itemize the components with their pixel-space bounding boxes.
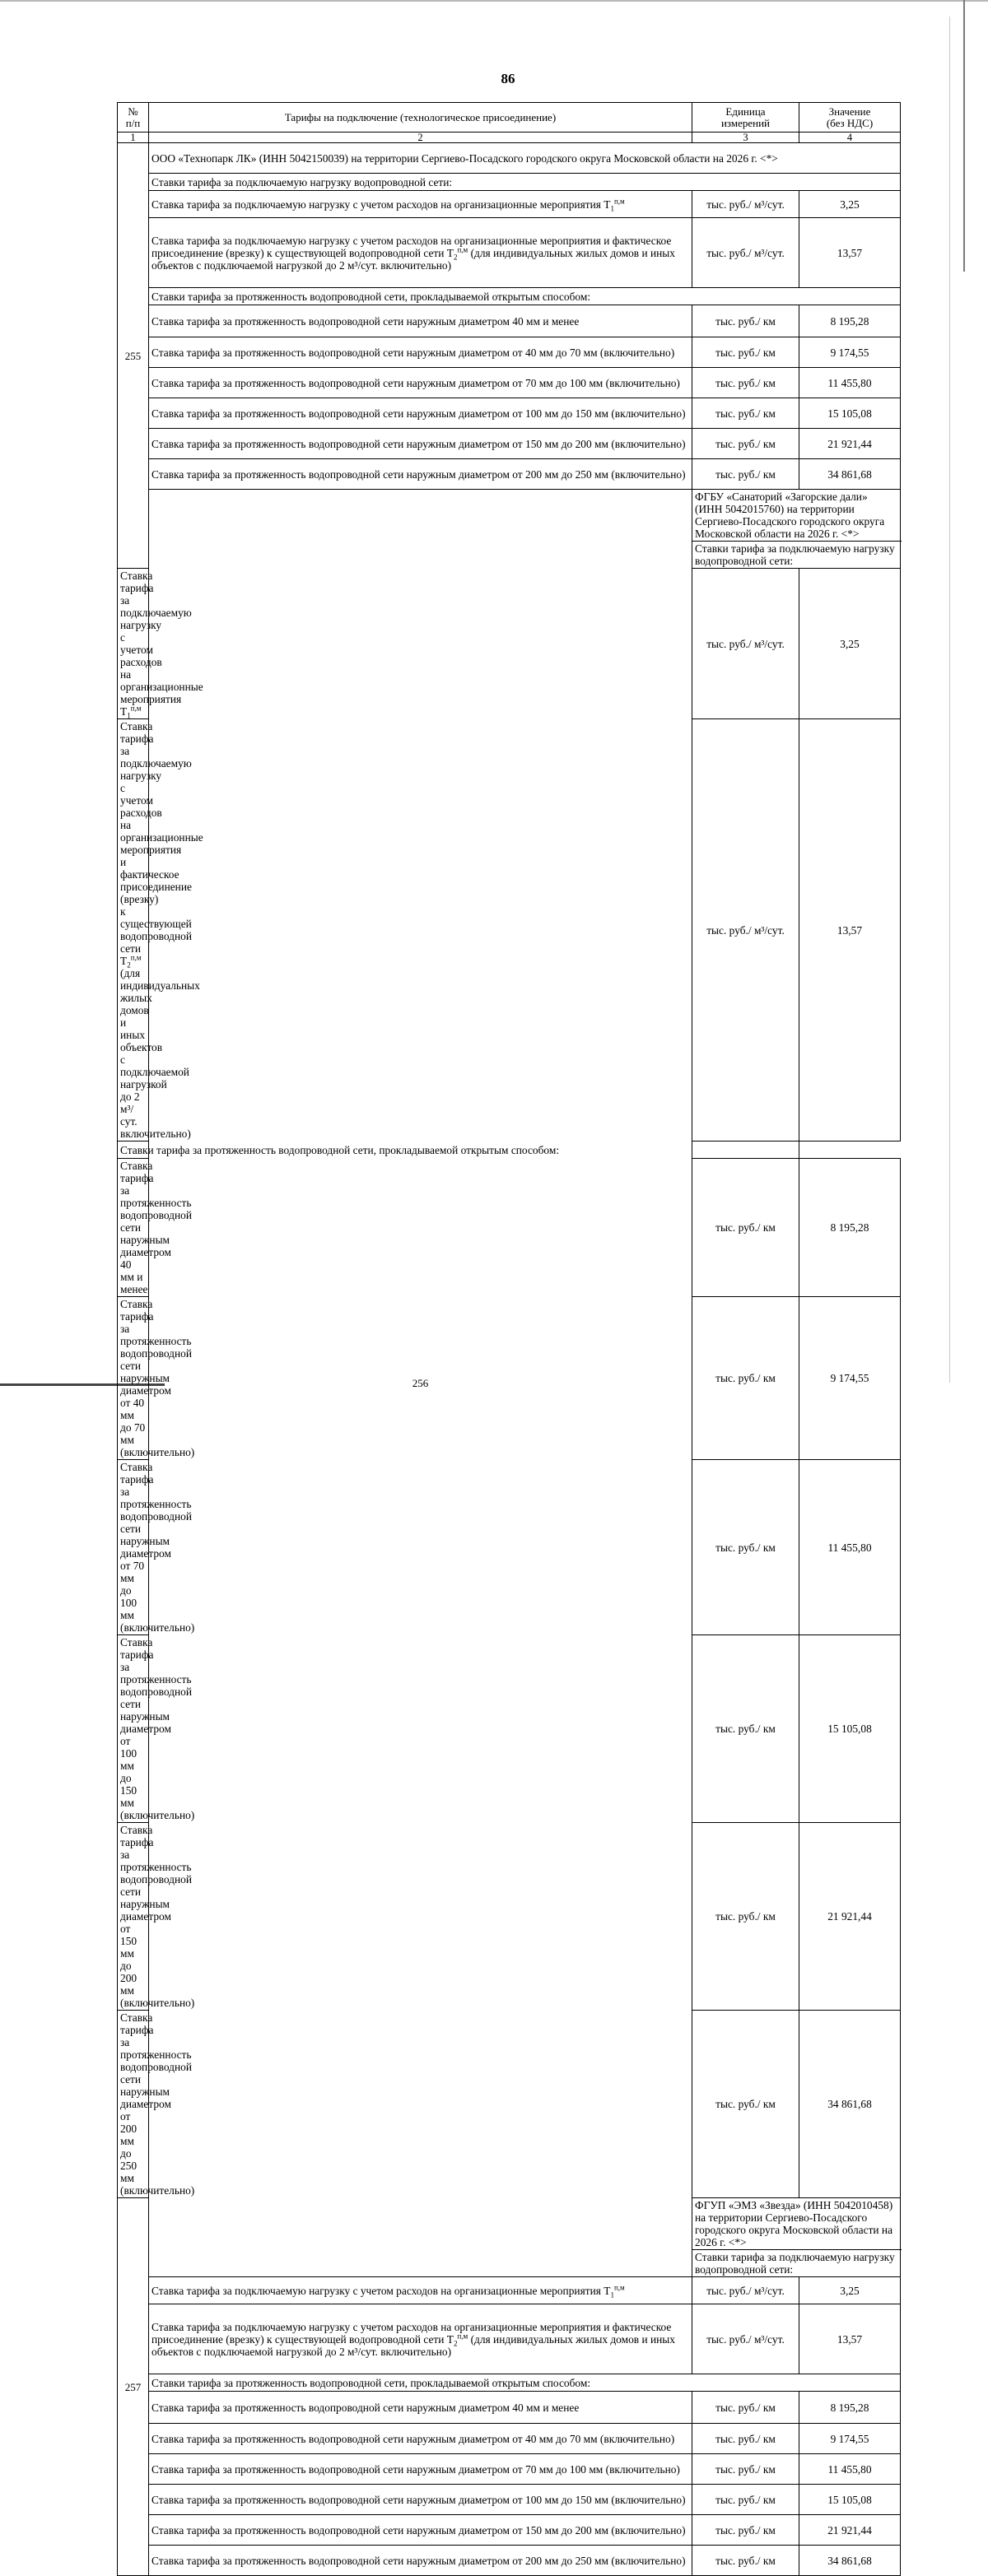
rate-description: Ставка тарифа за протяженность водопроводной сети наружным диаметром от 100 мм до 150 мм (включительно) <box>149 398 692 429</box>
load-section-header: Ставки тарифа за подключаемую нагрузку водопроводной сети: <box>692 542 901 569</box>
length-rate-row <box>118 2485 901 2515</box>
rate-value: 13,57 <box>799 2304 901 2374</box>
header-tariffs <box>149 103 692 133</box>
rate-description-suffix: (для индивидуальных жилых домов и иных объектов с подключаемой нагрузкой до 2 м³/сут. включительно) <box>151 2332 676 2358</box>
rate-unit: тыс. руб./ м³/сут. <box>692 218 799 288</box>
rate-value: 11 455,80 <box>799 368 901 398</box>
rate-description: Ставка тарифа за протяженность водопроводной сети наружным диаметром от 70 мм до 100 мм (включительно) <box>149 2454 692 2485</box>
organization-name: ФГБУ «Санаторий «Загорские дали» (ИНН 5042015760) на территории Сергиево-Посадского городского округа Московской области на 2026 г. <*> <box>692 490 901 542</box>
column-numbers-row <box>118 133 901 143</box>
length-section-header-row <box>118 2374 901 2392</box>
rate-description-text: Ставка тарифа за подключаемую нагрузку с учетом расходов на организационные мероприятия <box>120 570 203 705</box>
rate-unit: тыс. руб./ км <box>692 1635 799 1823</box>
length-section-header-row <box>118 288 901 305</box>
row-number: 255 <box>118 143 149 569</box>
rate-symbol: T <box>604 2284 611 2297</box>
rate-symbol-superscript: п,м <box>613 197 625 206</box>
rate-symbol: T <box>120 705 128 718</box>
length-rate-row <box>118 398 901 429</box>
rate-symbol-superscript: п,м <box>613 2283 625 2292</box>
rate-value: 9 174,55 <box>799 2424 901 2454</box>
rate-unit: тыс. руб./ м³/сут. <box>692 191 799 218</box>
rate-unit: тыс. руб./ км <box>692 2011 799 2198</box>
rate-symbol-superscript: п,м <box>457 2332 468 2341</box>
rate-description-text: Ставка тарифа за подключаемую нагрузку с учетом расходов на организационные мероприятия и фактическое присоединение (врезку) к существующей водопроводной сети T <box>151 234 672 259</box>
rate-description <box>118 569 203 720</box>
rate-description <box>149 191 692 218</box>
rate-symbol-superscript: п,м <box>130 953 142 962</box>
length-rate-row <box>118 2392 901 2424</box>
header-unit-text: Единица измерений <box>720 105 771 129</box>
rate-unit: тыс. руб./ км <box>692 1460 799 1635</box>
rate-symbol-index: 2 <box>127 960 131 969</box>
rate-description <box>118 719 203 1142</box>
rate-unit: тыс. руб./ м³/сут. <box>692 2304 799 2374</box>
load-section-header: Ставки тарифа за подключаемую нагрузку водопроводной сети: <box>692 2250 901 2277</box>
rate-unit: тыс. руб./ м³/сут. <box>692 569 799 719</box>
rate-description: Ставка тарифа за протяженность водопроводной сети наружным диаметром от 150 мм до 200 мм (включительно) <box>149 2515 692 2546</box>
rate-description: Ставка тарифа за протяженность водопроводной сети наружным диаметром от 200 мм до 250 мм (включительно) <box>118 2011 149 2198</box>
column-number: 3 <box>692 133 799 143</box>
rate-value: 15 105,08 <box>799 398 901 429</box>
rate-value: 3,25 <box>799 2277 901 2304</box>
rate-description: Ставка тарифа за протяженность водопроводной сети наружным диаметром от 40 мм до 70 мм (включительно) <box>118 1297 149 1460</box>
rate-unit: тыс. руб./ км <box>692 2546 799 2576</box>
rate-unit: тыс. руб./ км <box>692 2485 799 2515</box>
rate-description: Ставка тарифа за протяженность водопроводной сети наружным диаметром от 70 мм до 100 мм (включительно) <box>149 368 692 398</box>
rate-symbol-superscript: п,м <box>130 704 142 713</box>
rate-description: Ставка тарифа за протяженность водопроводной сети наружным диаметром от 70 мм до 100 мм (включительно) <box>118 1460 149 1635</box>
rate-description <box>149 218 692 288</box>
rate-description <box>149 2277 692 2304</box>
length-rate-row <box>118 2515 901 2546</box>
rate-symbol-index: 2 <box>453 2339 458 2348</box>
rate-unit: тыс. руб./ км <box>692 305 799 337</box>
rate-symbol-index: 1 <box>127 711 131 720</box>
length-rate-row <box>118 337 901 368</box>
rate-unit: тыс. руб./ м³/сут. <box>692 2277 799 2304</box>
rate-unit: тыс. руб./ км <box>692 429 799 459</box>
rate-value: 11 455,80 <box>799 1460 901 1635</box>
rate-description: Ставка тарифа за протяженность водопроводной сети наружным диаметром 40 мм и менее <box>118 1159 149 1297</box>
column-number: 2 <box>149 133 692 143</box>
rate-unit: тыс. руб./ км <box>692 398 799 429</box>
rate-value: 13,57 <box>799 719 901 1142</box>
rate-description-text: Ставка тарифа за подключаемую нагрузку с учетом расходов на организационные мероприятия и фактическое присоединение (врезку) к существующей водопроводной сети T <box>151 2320 672 2346</box>
load-rate-row <box>118 2277 901 2304</box>
load-rate-row <box>118 2304 901 2374</box>
rate-unit: тыс. руб./ км <box>692 2392 799 2424</box>
organization-name: ООО «Технопарк ЛК» (ИНН 5042150039) на территории Сергиево-Посадского городского округа Московской области на 2026 г. <*> <box>149 143 901 174</box>
rate-description: Ставка тарифа за протяженность водопроводной сети наружным диаметром от 150 мм до 200 мм (включительно) <box>118 1823 149 2011</box>
rate-description: Ставка тарифа за протяженность водопроводной сети наружным диаметром от 200 мм до 250 мм (включительно) <box>149 2546 692 2576</box>
rate-symbol-superscript: п,м <box>457 245 468 254</box>
rate-symbol-index: 1 <box>610 204 614 213</box>
rate-value: 34 861,68 <box>799 2546 901 2576</box>
rate-value: 8 195,28 <box>799 305 901 337</box>
rate-unit: тыс. руб./ км <box>692 459 799 490</box>
rate-value: 9 174,55 <box>799 337 901 368</box>
load-rate-row <box>118 191 901 218</box>
rate-description: Ставка тарифа за протяженность водопроводной сети наружным диаметром от 100 мм до 150 мм (включительно) <box>118 1635 149 1823</box>
row-number: 257 <box>118 2198 149 2576</box>
length-rate-row <box>118 2454 901 2485</box>
scan-border-right <box>949 16 950 1383</box>
scan-mark-right <box>963 0 965 272</box>
header-value <box>799 103 901 133</box>
rate-value: 21 921,44 <box>799 2515 901 2546</box>
rate-description-text: Ставка тарифа за подключаемую нагрузку с учетом расходов на организационные мероприятия и фактическое присоединение (врезку) к существующей водопроводной сети T <box>120 720 203 967</box>
length-rate-row <box>118 368 901 398</box>
rate-description: Ставка тарифа за протяженность водопроводной сети наружным диаметром от 100 мм до 150 мм (включительно) <box>149 2485 692 2515</box>
rate-description <box>149 2304 692 2374</box>
rate-unit: тыс. руб./ м³/сут. <box>692 719 799 1142</box>
length-rate-row <box>118 305 901 337</box>
rate-value: 15 105,08 <box>799 2485 901 2515</box>
length-section-header: Ставки тарифа за протяженность водопроводной сети, прокладываемой открытым способом: <box>149 288 901 305</box>
rate-unit: тыс. руб./ км <box>692 2515 799 2546</box>
column-number: 4 <box>799 133 901 143</box>
table-body <box>118 143 901 2576</box>
rate-unit: тыс. руб./ км <box>692 1297 799 1460</box>
rate-value: 13,57 <box>799 218 901 288</box>
rate-value: 8 195,28 <box>799 2392 901 2424</box>
rate-symbol-index: 2 <box>453 253 458 262</box>
rate-unit: тыс. руб./ км <box>692 1823 799 2011</box>
rate-value: 3,25 <box>799 569 901 719</box>
organization-row <box>118 490 901 542</box>
header-tariffs-text: Тарифы на подключение (технологическое присоединение) <box>284 110 557 123</box>
rate-value: 15 105,08 <box>799 1635 901 1823</box>
rate-unit: тыс. руб./ км <box>692 1159 799 1297</box>
rate-unit: тыс. руб./ км <box>692 2454 799 2485</box>
rate-description: Ставка тарифа за протяженность водопроводной сети наружным диаметром от 200 мм до 250 мм (включительно) <box>149 459 692 490</box>
length-section-header-row <box>118 1142 901 1159</box>
rate-description-text: Ставка тарифа за подключаемую нагрузку с учетом расходов на организационные мероприятия <box>151 198 601 211</box>
header-number-text: № п/п <box>125 105 141 129</box>
rate-unit: тыс. руб./ км <box>692 2424 799 2454</box>
load-section-header: Ставки тарифа за подключаемую нагрузку водопроводной сети: <box>149 174 901 191</box>
header-number <box>118 103 149 133</box>
rate-value: 21 921,44 <box>799 429 901 459</box>
length-rate-row <box>118 2546 901 2576</box>
rate-symbol-index: 1 <box>610 2290 614 2299</box>
rate-value: 8 195,28 <box>799 1159 901 1297</box>
rate-description: Ставка тарифа за протяженность водопроводной сети наружным диаметром 40 мм и менее <box>149 305 692 337</box>
rate-value: 9 174,55 <box>799 1297 901 1460</box>
header-unit <box>692 103 799 133</box>
rate-description: Ставка тарифа за протяженность водопроводной сети наружным диаметром 40 мм и менее <box>149 2392 692 2424</box>
rate-value: 3,25 <box>799 191 901 218</box>
organization-row <box>118 143 901 174</box>
rate-description-text: Ставка тарифа за подключаемую нагрузку с учетом расходов на организационные мероприятия <box>151 2284 601 2297</box>
rate-value: 11 455,80 <box>799 2454 901 2485</box>
rate-description: Ставка тарифа за протяженность водопроводной сети наружным диаметром от 40 мм до 70 мм (включительно) <box>149 2424 692 2454</box>
rate-description-suffix: (для индивидуальных жилых домов и иных объектов с подключаемой нагрузкой до 2 м³/сут. включительно) <box>120 967 200 1140</box>
rate-description-suffix: (для индивидуальных жилых домов и иных объектов с подключаемой нагрузкой до 2 м³/сут. включительно) <box>151 246 676 272</box>
length-rate-row <box>118 2424 901 2454</box>
rate-description: Ставка тарифа за протяженность водопроводной сети наружным диаметром от 40 мм до 70 мм (включительно) <box>149 337 692 368</box>
header-value-text: Значение (без НДС) <box>826 105 874 129</box>
row-number: 256 <box>149 490 692 2277</box>
organization-name: ФГУП «ЭМЗ «Звезда» (ИНН 5042010458) на территории Сергиево-Посадского городского округа Московской области на 2026 г. <*> <box>692 2198 901 2250</box>
rate-unit: тыс. руб./ км <box>692 337 799 368</box>
length-section-header: Ставки тарифа за протяженность водопроводной сети, прокладываемой открытым способом: <box>118 1142 799 1159</box>
rate-symbol: T <box>604 198 611 211</box>
rate-value: 21 921,44 <box>799 1823 901 2011</box>
scan-border-top <box>0 0 988 8</box>
length-rate-row <box>118 459 901 490</box>
tariff-table <box>117 102 901 2576</box>
rate-value: 34 861,68 <box>799 459 901 490</box>
table-header-row <box>118 103 901 133</box>
length-rate-row <box>118 429 901 459</box>
rate-description: Ставка тарифа за протяженность водопроводной сети наружным диаметром от 150 мм до 200 мм (включительно) <box>149 429 692 459</box>
column-number: 1 <box>118 133 149 143</box>
rate-unit: тыс. руб./ км <box>692 368 799 398</box>
rate-value: 34 861,68 <box>799 2011 901 2198</box>
load-section-header-row <box>118 174 901 191</box>
load-rate-row <box>118 218 901 288</box>
page-number: 86 <box>501 71 515 86</box>
length-section-header: Ставки тарифа за протяженность водопроводной сети, прокладываемой открытым способом: <box>149 2374 901 2392</box>
